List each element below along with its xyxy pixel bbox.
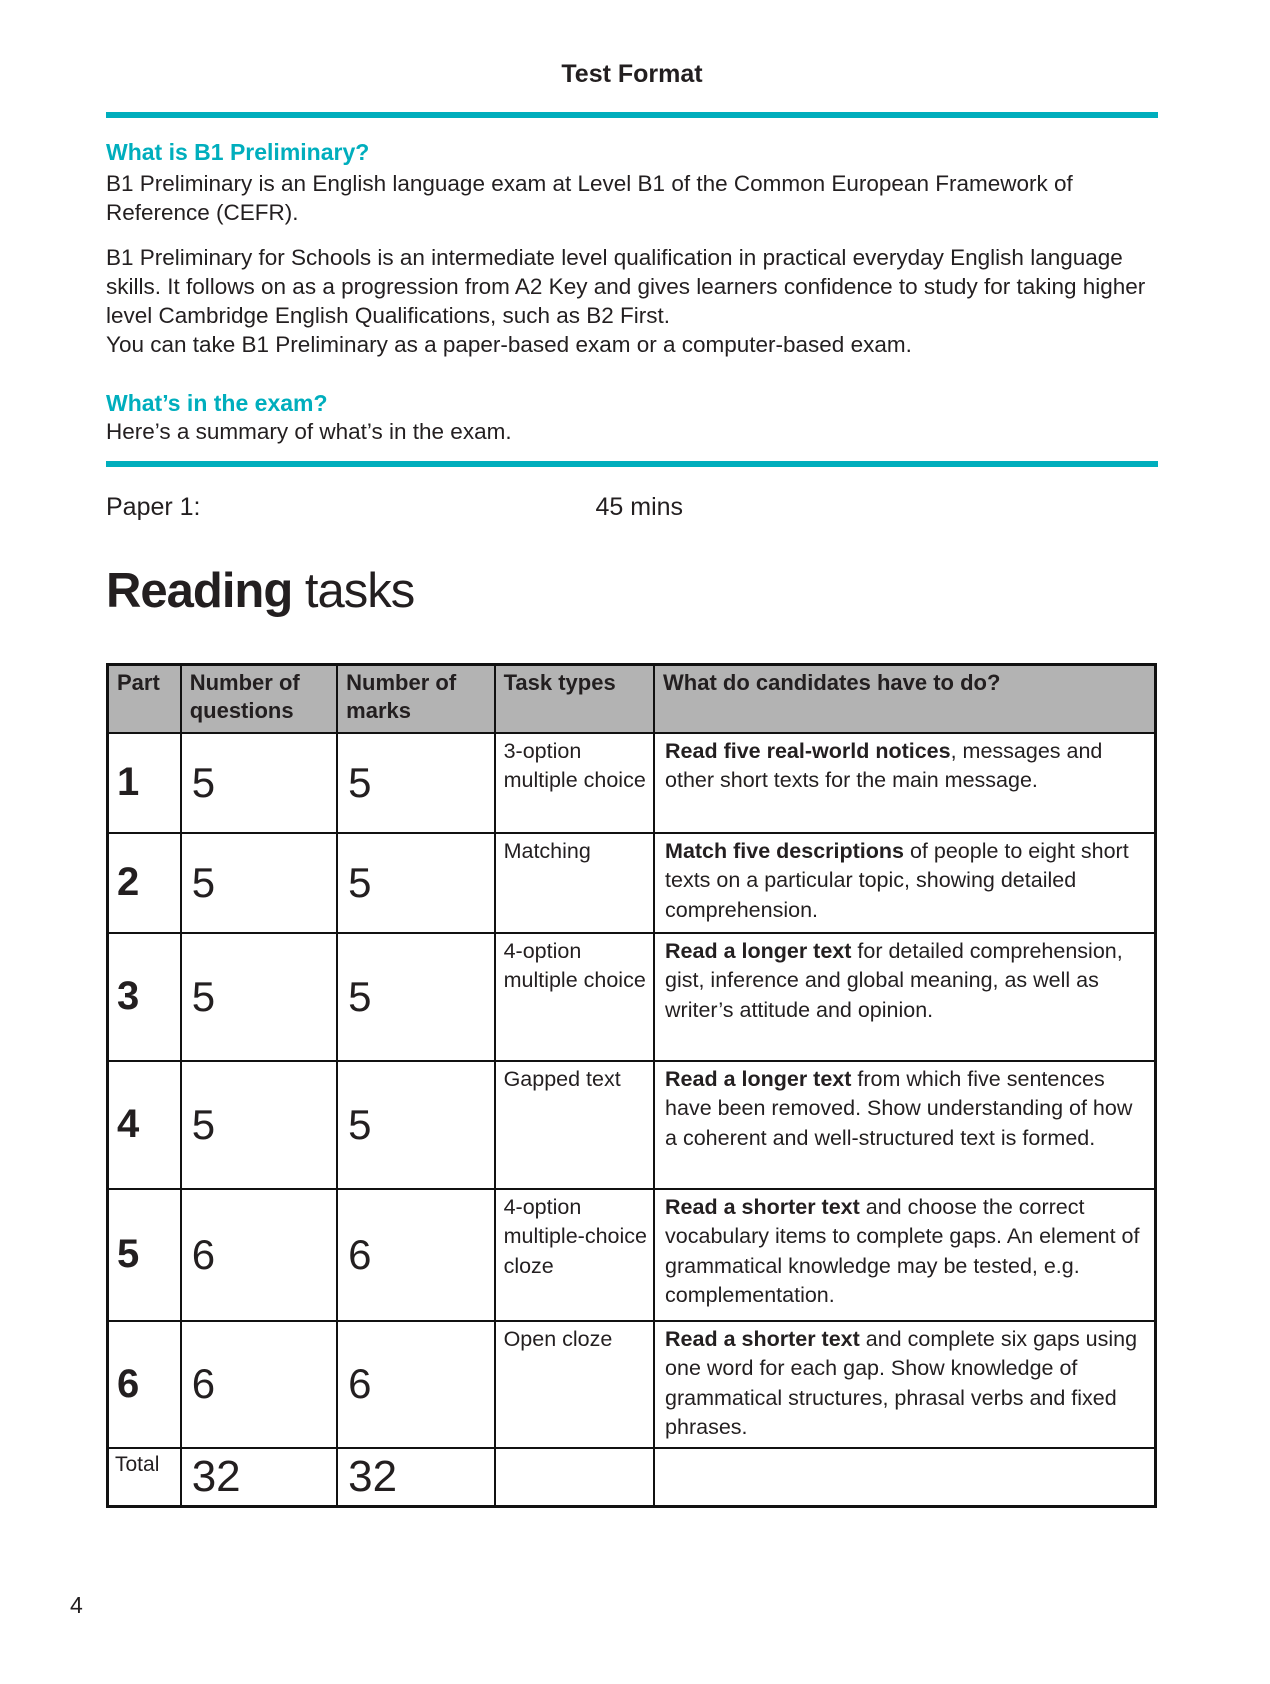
description-cell xyxy=(654,1321,1155,1448)
reading-tasks-table xyxy=(106,663,1157,1508)
table-row-part-2 xyxy=(108,833,1156,933)
column-header-marks: Number of marks xyxy=(337,665,494,733)
description-cell xyxy=(654,733,1155,833)
description-cell xyxy=(654,1061,1155,1189)
task-type-cell: Matching xyxy=(495,833,654,933)
questions-cell: 6 xyxy=(181,1321,337,1448)
column-header-task-types: Task types xyxy=(495,665,654,733)
table-row-part-5 xyxy=(108,1189,1156,1321)
task-type-cell: Gapped text xyxy=(495,1061,654,1189)
task-type-cell: 4-option multiple-choice cloze xyxy=(495,1189,654,1321)
description-bold: Match five descriptions xyxy=(665,838,904,863)
page-title: Test Format xyxy=(561,60,703,88)
questions-cell: 5 xyxy=(181,933,337,1061)
page-number: 4 xyxy=(70,1592,83,1618)
table-row-part-3 xyxy=(108,933,1156,1061)
part-cell: 5 xyxy=(108,1189,181,1321)
description-rest: and choose the correct vocabulary items to complete gaps. An element of grammatical knowledge may be tested, e.g. complementation. xyxy=(665,1194,1140,1307)
description-bold: Read a shorter text xyxy=(665,1326,860,1351)
task-type-cell: 3-option multiple choice xyxy=(495,733,654,833)
marks-cell: 6 xyxy=(337,1321,494,1448)
reading-tasks-title xyxy=(106,563,1158,619)
total-questions-cell: 32 xyxy=(181,1448,337,1507)
description-bold: Read a shorter text xyxy=(665,1194,860,1219)
part-cell: 1 xyxy=(108,733,181,833)
paragraph-what-is-1: B1 Preliminary is an English language exam at Level B1 of the Common European Framework of Reference (CEFR). xyxy=(106,171,1073,225)
paper-label: Paper 1: xyxy=(106,493,201,521)
total-description-cell xyxy=(654,1448,1155,1507)
column-header-what-to-do: What do candidates have to do? xyxy=(654,665,1155,733)
marks-cell: 5 xyxy=(337,833,494,933)
questions-cell: 5 xyxy=(181,733,337,833)
questions-cell: 6 xyxy=(181,1189,337,1321)
marks-cell: 6 xyxy=(337,1189,494,1321)
description-cell xyxy=(654,933,1155,1061)
total-label-cell: Total xyxy=(108,1448,181,1507)
description-rest: , messages and other short texts for the main message. xyxy=(665,738,1103,792)
part-cell: 2 xyxy=(108,833,181,933)
task-type-cell: Open cloze xyxy=(495,1321,654,1448)
description-cell xyxy=(654,1189,1155,1321)
total-task-type-cell xyxy=(495,1448,654,1507)
table-row-part-1 xyxy=(108,733,1156,833)
column-header-questions: Number of questions xyxy=(181,665,337,733)
description-rest: and complete six gaps using one word for each gap. Show knowledge of grammatical structures, phrasal verbs and fixed phrases. xyxy=(665,1326,1138,1439)
column-header-part: Part xyxy=(108,665,181,733)
paper-line xyxy=(106,493,1158,522)
description-rest: for detailed comprehension, gist, inference and global meaning, as well as writer’s attitude and opinion. xyxy=(665,938,1123,1022)
task-type-cell: 4-option multiple choice xyxy=(495,933,654,1061)
marks-cell: 5 xyxy=(337,933,494,1061)
description-bold: Read a longer text xyxy=(665,938,852,963)
description-rest: from which five sentences have been removed. Show understanding of how a coherent and well-structured text is formed. xyxy=(665,1066,1133,1150)
part-cell: 4 xyxy=(108,1061,181,1189)
table-row-part-4 xyxy=(108,1061,1156,1189)
reading-title-rest: tasks xyxy=(292,564,415,618)
content-column xyxy=(106,0,1158,1508)
section-heading-whats-in: What’s in the exam? xyxy=(106,390,328,416)
description-rest: of people to eight short texts on a particular topic, showing detailed comprehension. xyxy=(665,838,1129,922)
questions-cell: 5 xyxy=(181,1061,337,1189)
part-cell: 3 xyxy=(108,933,181,1061)
marks-cell: 5 xyxy=(337,733,494,833)
description-cell xyxy=(654,833,1155,933)
paragraph-what-is-3: You can take B1 Preliminary as a paper-based exam or a computer-based exam. xyxy=(106,332,912,357)
divider-rule-mid xyxy=(106,461,1158,467)
table-row-part-6 xyxy=(108,1321,1156,1448)
total-marks-cell: 32 xyxy=(337,1448,494,1507)
table-header-row xyxy=(108,665,1156,733)
reading-title-bold: Reading xyxy=(106,564,293,618)
paragraph-whats-in: Here’s a summary of what’s in the exam. xyxy=(106,419,512,444)
paragraph-what-is-2: B1 Preliminary for Schools is an intermediate level qualification in practical everyday English language skills. It follows on as a progression from A2 Key and gives learners confidence to study for taking higher level Cambridge English Qualifications, such as B2 First. xyxy=(106,245,1146,328)
table-row-total xyxy=(108,1448,1156,1507)
section-heading-what-is: What is B1 Preliminary? xyxy=(106,139,370,165)
questions-cell: 5 xyxy=(181,833,337,933)
paper-duration: 45 mins xyxy=(595,493,684,521)
description-bold: Read a longer text xyxy=(665,1066,852,1091)
description-bold: Read five real-world notices xyxy=(665,738,951,763)
marks-cell: 5 xyxy=(337,1061,494,1189)
part-cell: 6 xyxy=(108,1321,181,1448)
divider-rule-top xyxy=(106,112,1158,118)
